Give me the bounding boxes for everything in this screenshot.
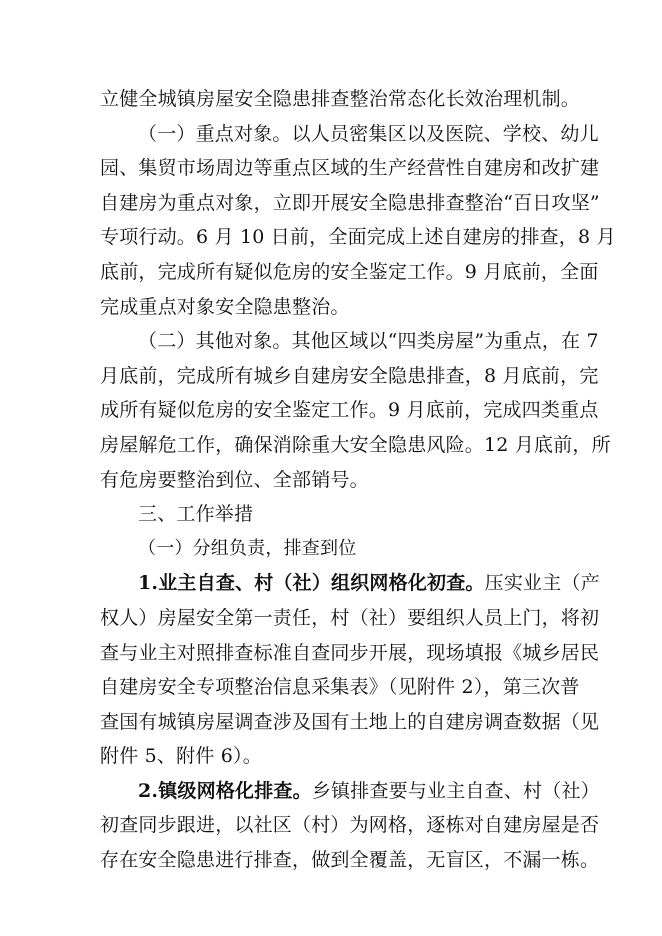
text-run: 乡镇排查要与业主自查、村（社）	[311, 779, 600, 802]
text-line: 成所有疑似危房的安全鉴定工作。9 月底前，完成四类重点	[100, 399, 599, 422]
text-line: 查与业主对照排查标准自查同步开展，现场填报《城乡居民	[100, 641, 600, 664]
text-line: 有危房要整治到位、全部销号。	[100, 468, 369, 491]
text-line: 园、集贸市场周边等重点区域的生产经营性自建房和改扩建	[100, 157, 600, 180]
paragraph-other-targets: （二）其他对象。其他区域以“四类房屋”为重点，在 7	[138, 330, 599, 353]
text-line: 自建房安全专项整治信息采集表》（见附件 2），第三次普	[100, 676, 580, 699]
text-line: 完成重点对象安全隐患整治。	[100, 295, 350, 318]
section-heading: 三、工作举措	[138, 503, 254, 526]
item-heading: 2.镇级网格化排查。	[138, 779, 312, 802]
text-line: 附件 5、附件 6）。	[100, 745, 262, 768]
text-line: 立健全城镇房屋安全隐患排查整治常态化长效治理机制。	[100, 88, 581, 110]
document-body	[100, 82, 616, 878]
text-run: 压实业主（产	[484, 572, 600, 595]
text-line: 初查同步跟进，以社区（村）为网格，逐栋对自建房屋是否	[100, 814, 600, 837]
text-line: 查国有城镇房屋调查涉及国有土地上的自建房调查数据（见	[100, 710, 600, 733]
text-line: 底前，完成所有疑似危房的安全鉴定工作。9 月底前，全面	[100, 260, 599, 283]
paragraph-owner-self-check	[100, 566, 600, 601]
text-line: 专项行动。6 月 10 日前，全面完成上述自建房的排查，8 月	[100, 226, 616, 249]
text-line: 自建房为重点对象，立即开展安全隐患排查整治“百日攻坚”	[100, 191, 600, 214]
item-heading: 1.业主自查、村（社）组织网格化初查。	[138, 572, 485, 595]
text-line: 权人）房屋安全第一责任，村（社）要组织人员上门，将初	[100, 606, 600, 629]
text-line: 存在安全隐患进行排查，做到全覆盖，无盲区，不漏一栋。	[100, 849, 600, 872]
paragraph-town-grid-check	[100, 774, 600, 809]
subsection-heading: （一）分组负责，排查到位	[138, 537, 357, 559]
text-line: 月底前，完成所有城乡自建房安全隐患排查，8 月底前，完	[100, 364, 599, 387]
text-line: 房屋解危工作，确保消除重大安全隐患风险。12 月底前，所	[100, 433, 611, 456]
paragraph-key-targets: （一）重点对象。以人员密集区以及医院、学校、幼儿	[138, 122, 599, 145]
